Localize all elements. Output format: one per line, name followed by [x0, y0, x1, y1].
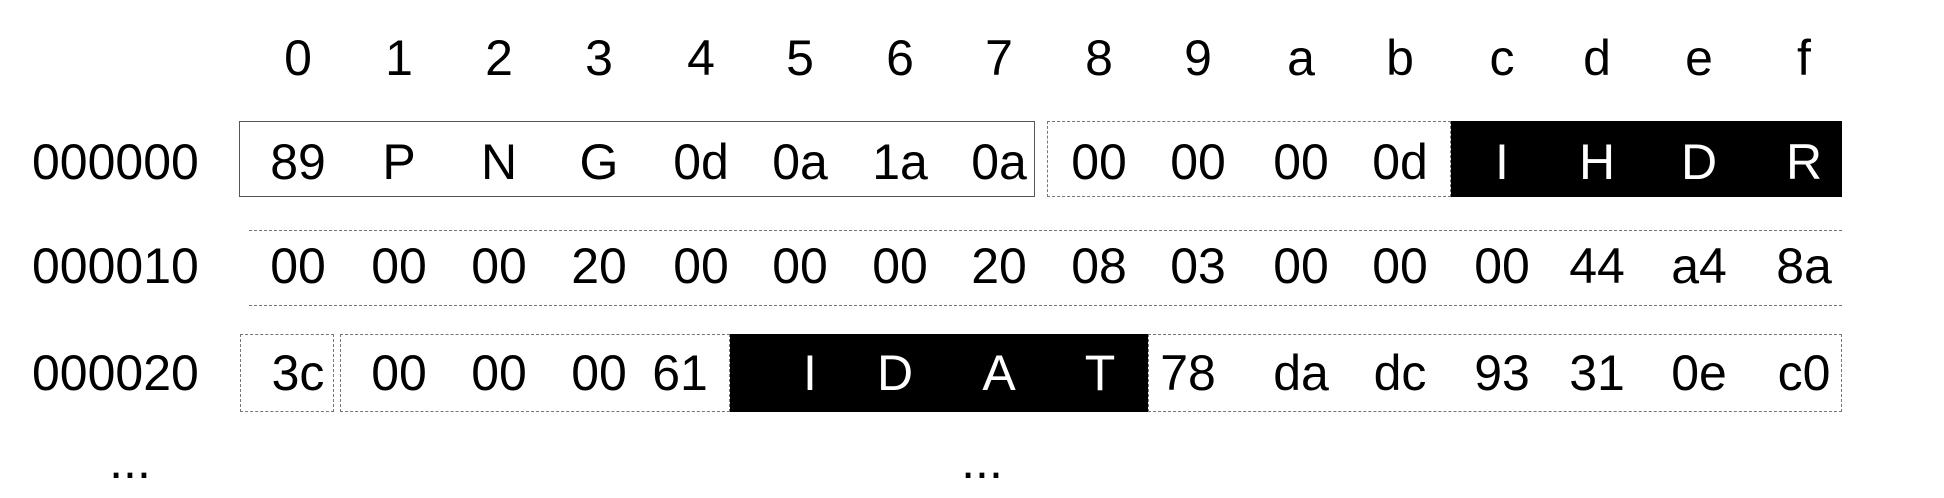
hex-byte: 00	[1273, 134, 1329, 190]
hex-byte: 00	[872, 238, 928, 294]
ellipsis-left: ...	[109, 433, 151, 489]
hex-byte: 00	[471, 345, 527, 401]
hex-byte: da	[1273, 345, 1329, 401]
column-header: 6	[886, 30, 914, 86]
column-header: a	[1287, 30, 1315, 86]
hex-byte: 61	[652, 345, 708, 401]
hex-byte: 00	[1474, 238, 1530, 294]
column-header: e	[1685, 30, 1713, 86]
row-address: 000000	[32, 134, 199, 190]
hex-byte: 89	[270, 134, 326, 190]
hex-byte: 00	[571, 345, 627, 401]
hex-byte: 00	[1071, 134, 1127, 190]
column-header: c	[1489, 30, 1515, 86]
ihdr-data-bottom-line	[249, 305, 1842, 306]
chunk-type-byte: I	[1495, 134, 1509, 190]
chunk-type-byte: D	[1680, 134, 1718, 190]
ihdr-type-box	[1451, 121, 1842, 197]
ellipsis-center: ...	[961, 433, 1003, 489]
hex-byte: 00	[371, 238, 427, 294]
hex-byte: 20	[571, 238, 627, 294]
column-header: 8	[1085, 30, 1113, 86]
chunk-type-byte: A	[982, 345, 1016, 401]
hex-byte: 0e	[1671, 345, 1727, 401]
hex-byte: 08	[1071, 238, 1127, 294]
hex-byte: 00	[371, 345, 427, 401]
hex-byte: 0d	[673, 134, 729, 190]
hex-byte: 00	[471, 238, 527, 294]
chunk-type-byte: T	[1084, 345, 1116, 401]
column-header: 7	[985, 30, 1013, 86]
chunk-type-byte: D	[876, 345, 914, 401]
hex-byte: c0	[1777, 345, 1831, 401]
hex-byte: 8a	[1776, 238, 1832, 294]
hex-byte: 00	[673, 238, 729, 294]
hex-byte: 20	[971, 238, 1027, 294]
row-address: 000010	[32, 238, 199, 294]
hex-byte: 0a	[971, 134, 1027, 190]
hex-byte: N	[480, 134, 518, 190]
hex-byte: 3c	[271, 345, 325, 401]
column-header: d	[1583, 30, 1611, 86]
chunk-type-byte: H	[1578, 134, 1616, 190]
column-header: f	[1797, 30, 1811, 86]
hex-byte: 1a	[872, 134, 928, 190]
hex-byte: 03	[1170, 238, 1226, 294]
hex-byte: 00	[1170, 134, 1226, 190]
hex-byte: 00	[772, 238, 828, 294]
hex-byte: 0a	[772, 134, 828, 190]
hex-byte: 31	[1569, 345, 1625, 401]
chunk-type-byte: R	[1785, 134, 1823, 190]
column-header: 0	[284, 30, 312, 86]
hex-byte: P	[382, 134, 416, 190]
ihdr-data-top-line	[249, 230, 1842, 231]
column-header: 5	[786, 30, 814, 86]
column-header: 4	[687, 30, 715, 86]
hex-byte: G	[579, 134, 619, 190]
chunk-type-byte: I	[803, 345, 817, 401]
column-header: b	[1386, 30, 1414, 86]
column-header: 3	[585, 30, 613, 86]
hex-byte: 93	[1474, 345, 1530, 401]
column-header: 1	[385, 30, 413, 86]
hex-byte: 00	[1273, 238, 1329, 294]
hex-byte: 44	[1569, 238, 1625, 294]
hex-byte: a4	[1671, 238, 1727, 294]
hex-byte: 00	[270, 238, 326, 294]
hex-byte: 78	[1160, 345, 1216, 401]
hex-byte: dc	[1373, 345, 1427, 401]
hex-byte: 00	[1372, 238, 1428, 294]
row-address: 000020	[32, 345, 199, 401]
column-header: 2	[485, 30, 513, 86]
column-header: 9	[1184, 30, 1212, 86]
hex-byte: 0d	[1372, 134, 1428, 190]
